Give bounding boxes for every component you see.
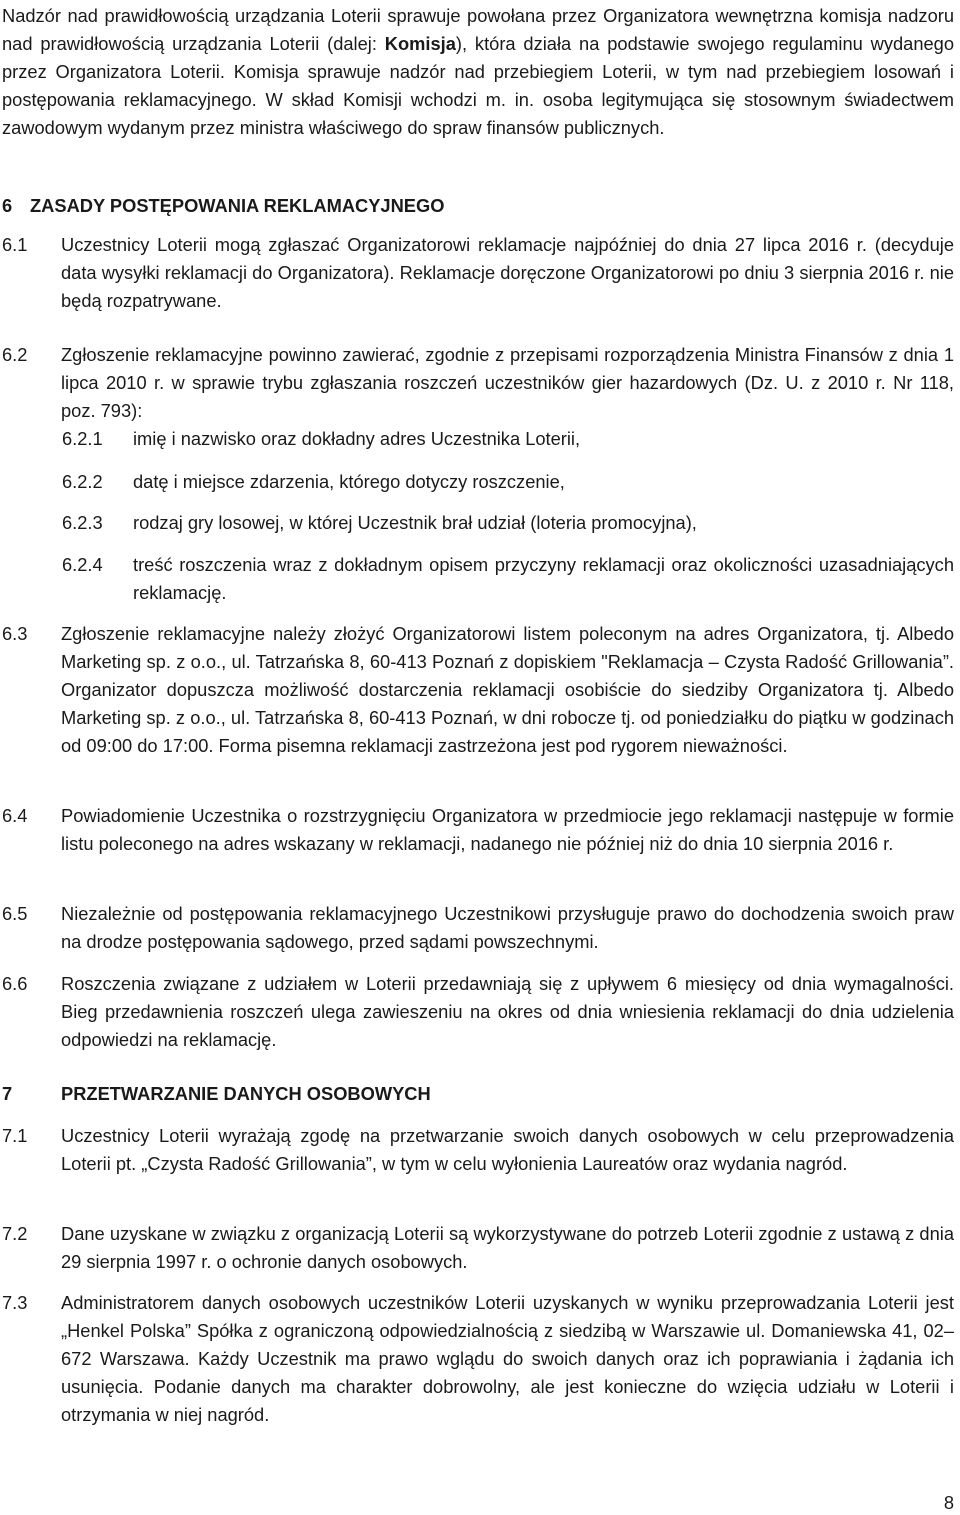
subitem-text: imię i nazwisko oraz dokładny adres Uczestnika Loterii,	[133, 428, 581, 449]
subitem-number: 6.2.1	[62, 428, 103, 449]
item-text: Uczestnicy Loterii wyrażają zgodę na przetwarzanie swoich danych osobowych w celu przeprowadzenia Loterii pt. „Czysta Radość Grillowania”, w tym w celu wyłonienia Laureatów oraz wydania nagród.	[61, 1125, 954, 1174]
subitem-6-2-4	[62, 551, 954, 607]
item-text: Niezależnie od postępowania reklamacyjnego Uczestnikowi przysługuje prawo do dochodzenia swoich praw na drodze postępowania sądowego, przed sądami powszechnymi.	[61, 903, 954, 952]
item-text: Roszczenia związane z udziałem w Loterii przedawniają się z upływem 6 miesięcy od dnia wymagalności. Bieg przedawnienia roszczeń ulega zawieszeniu na okres od dnia wniesienia reklamacji do dnia udzielenia odpowiedzi na reklamację.	[61, 973, 954, 1050]
subitem-text: rodzaj gry losowej, w której Uczestnik brał udział (loteria promocyjna),	[133, 512, 697, 533]
item-7-3	[2, 1289, 954, 1429]
subitem-text: treść roszczenia wraz z dokładnym opisem przyczyny reklamacji oraz okoliczności uzasadniających reklamację.	[133, 554, 954, 603]
item-6-2-body	[2, 341, 954, 425]
item-7-2	[2, 1220, 954, 1276]
section-6-heading	[2, 192, 444, 220]
section-6-title: ZASADY POSTĘPOWANIA REKLAMACYJNEGO	[30, 195, 445, 216]
item-6-5	[2, 900, 954, 956]
item-number: 7.1	[2, 1125, 28, 1146]
item-text: Dane uzyskane w związku z organizacją Loterii są wykorzystywane do potrzeb Loterii zgodnie z ustawą z dnia 29 sierpnia 1997 r. o ochronie danych osobowych.	[61, 1223, 954, 1272]
intro-text-2: ), która działa na podstawie swojego regulaminu wydanego przez Organizatora Loterii. Komisja sprawuje nadzór nad przebiegiem Loterii, w tym nad przebiegiem losowań i postępowania reklamacyjnego. W skład Komisji wchodzi m. in. osoba legitymująca się stosownym świadectwem zawodowym wydanym przez ministra właściwego do spraw finansów publicznych.	[2, 33, 954, 138]
section-7-heading	[2, 1080, 431, 1108]
item-6-4	[2, 802, 954, 858]
item-7-1	[2, 1122, 954, 1178]
subitem-6-2-3	[62, 509, 954, 537]
section-7-title: PRZETWARZANIE DANYCH OSOBOWYCH	[61, 1083, 431, 1104]
subitem-text: datę i miejsce zdarzenia, którego dotyczy roszczenie,	[133, 471, 565, 492]
item-6-6	[2, 970, 954, 1054]
section-7-number: 7	[2, 1083, 13, 1104]
item-number: 6.2	[2, 344, 28, 365]
item-6-1	[2, 231, 954, 315]
intro-text-1: Nadzór nad prawidłowością urządzania Loterii sprawuje powołana przez Organizatora wewnętrzna komisja nadzoru nad prawidłowością urządzania Loterii (dalej:	[2, 5, 954, 54]
item-text: Zgłoszenie reklamacyjne powinno zawierać, zgodnie z przepisami rozporządzenia Ministra Finansów z dnia 1 lipca 2010 r. w sprawie trybu zgłaszania roszczeń uczestników gier hazardowych (Dz. U. z 2010 r. Nr 118, poz. 793):	[61, 344, 954, 421]
item-number: 7.2	[2, 1223, 28, 1244]
intro-paragraph	[2, 2, 954, 142]
item-text: Powiadomienie Uczestnika o rozstrzygnięciu Organizatora w przedmiocie jego reklamacji następuje w formie listu poleconego na adres wskazany w reklamacji, nadanego nie później niż do dnia 10 sierpnia 2016 r.	[61, 805, 954, 854]
item-text: Zgłoszenie reklamacyjne należy złożyć Organizatorowi listem poleconym na adres Organizatora, tj. Albedo Marketing sp. z o.o., ul. Tatrzańska 8, 60-413 Poznań z dopiskiem "Reklamacja – Czysta Radość Grillowania”. Organizator dopuszcza możliwość dostarczenia reklamacji osobiście do siedziby Organizatora tj. Albedo Marketing sp. z o.o., ul. Tatrzańska 8, 60-413 Poznań, w dni robocze tj. od poniedziałku do piątku w godzinach od 09:00 do 17:00. Forma pisemna reklamacji zastrzeżona jest pod rygorem nieważności.	[61, 623, 954, 756]
item-number: 6.6	[2, 973, 28, 994]
page-number: 8	[943, 1492, 954, 1513]
item-6-3	[2, 620, 954, 760]
subitem-number: 6.2.4	[62, 554, 103, 575]
section-6-number: 6	[2, 195, 13, 216]
item-number: 6.4	[2, 805, 28, 826]
item-number: 6.1	[2, 234, 28, 255]
subitem-6-2-2	[62, 468, 954, 496]
item-text: Administratorem danych osobowych uczestników Loterii uzyskanych w wyniku przeprowadzania Loterii jest „Henkel Polska” Spółka z ograniczoną odpowiedzialnością z siedzibą w Warszawie ul. Domaniewska 41, 02–672 Warszawa. Każdy Uczestnik ma prawo wglądu do swoich danych oraz ich poprawiania i żądania ich usunięcia. Podanie danych ma charakter dobrowolny, ale jest konieczne do wzięcia udziału w Loterii i otrzymania w niej nagród.	[61, 1292, 954, 1425]
item-number: 6.3	[2, 623, 28, 644]
item-number: 7.3	[2, 1292, 28, 1313]
subitem-number: 6.2.3	[62, 512, 103, 533]
subitem-6-2-1	[62, 425, 954, 453]
intro-bold-term: Komisja	[384, 33, 456, 54]
item-number: 6.5	[2, 903, 28, 924]
subitem-number: 6.2.2	[62, 471, 103, 492]
item-text: Uczestnicy Loterii mogą zgłaszać Organizatorowi reklamacje najpóźniej do dnia 27 lipca 2016 r. (decyduje data wysyłki reklamacji do Organizatora). Reklamacje doręczone Organizatorowi po dniu 3 sierpnia 2016 r. nie będą rozpatrywane.	[61, 234, 954, 311]
